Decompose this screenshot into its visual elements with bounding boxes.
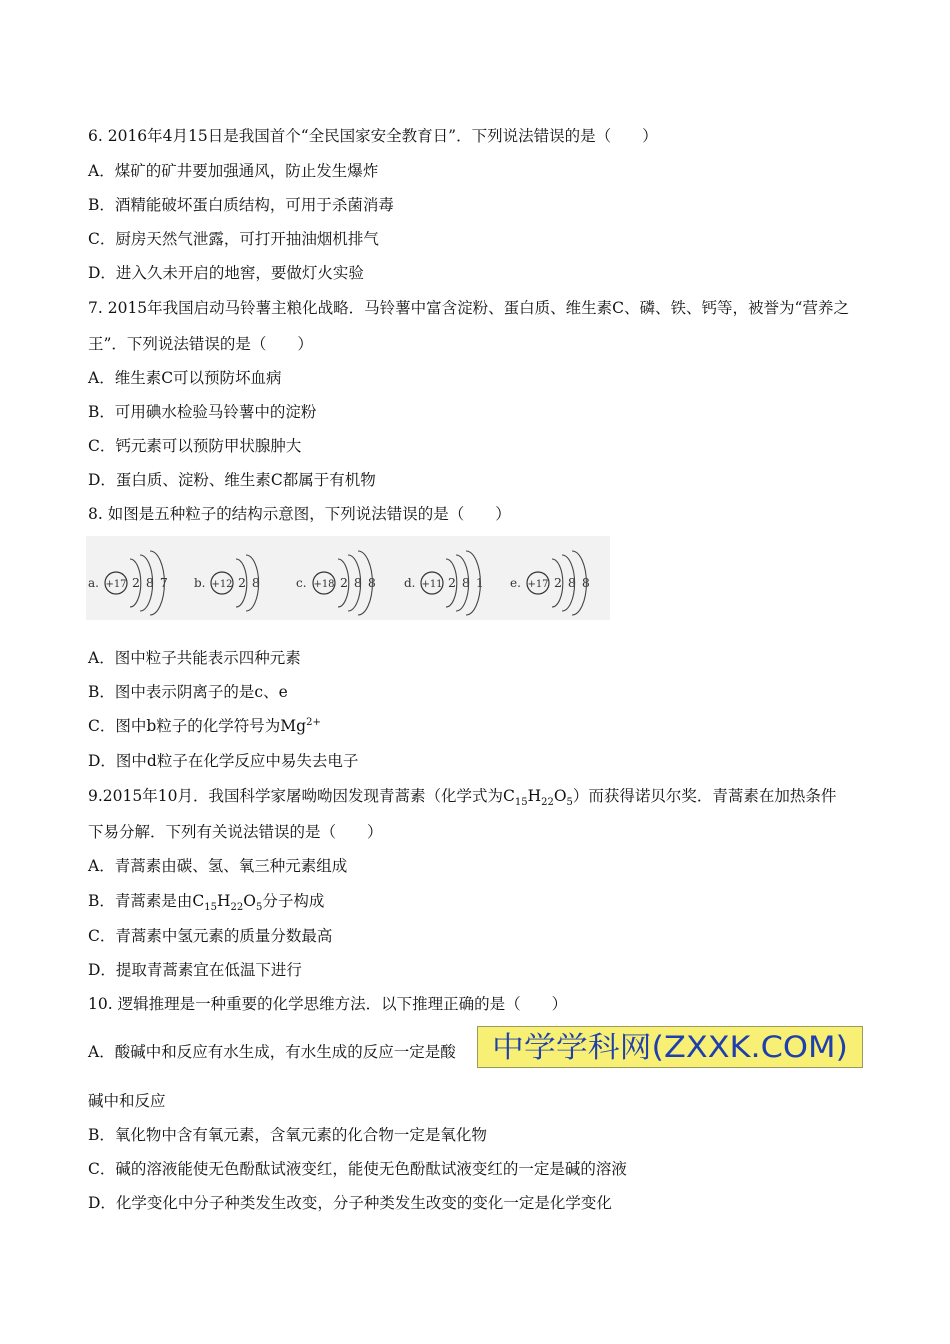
particle-diagram	[86, 536, 610, 620]
q9-sub-o: 5	[566, 797, 573, 809]
q8-option-b: B．图中表示阴离子的是c、e	[88, 683, 288, 701]
q8-option-c-charge: 2+	[306, 716, 321, 728]
q8-option-c	[88, 716, 321, 736]
watermark-text-graphic	[478, 1027, 862, 1067]
particle-2-nucleus-charge: +12	[211, 579, 233, 590]
q6-option-a: A．煤矿的矿井要加强通风，防止发生爆炸	[88, 162, 379, 180]
q9-option-c: C．青蒿素中氢元素的质量分数最高	[88, 927, 333, 945]
particle-4-nucleus-charge: +11	[421, 579, 443, 590]
q9-b-sub-c: 15	[204, 902, 217, 914]
q8-option-c-text: C．图中b粒子的化学符号为Mg	[88, 717, 307, 735]
q9-o: O	[553, 787, 567, 805]
q6-stem: 6. 2016年4月15日是我国首个“全民国家安全教育日”．下列说法错误的是（ ）	[88, 127, 658, 145]
particle-1-nucleus-charge: +17	[105, 579, 127, 590]
q10-option-b: B．氧化物中含有氧元素，含氧元素的化合物一定是氧化物	[88, 1126, 487, 1144]
particle-1-label: a.	[88, 576, 99, 590]
particle-5-shell-electrons: 2 8 8	[554, 575, 591, 590]
q9-b-o: O	[243, 892, 256, 910]
q9-sub-h: 22	[541, 797, 554, 809]
q9-option-d: D．提取青蒿素宜在低温下进行	[88, 961, 302, 979]
q8-option-d: D．图中d粒子在化学反应中易失去电子	[88, 752, 359, 770]
q7-stem-line1: 7. 2015年我国启动马铃薯主粮化战略．马铃薯中富含淀粉、蛋白质、维生素C、磷、铁、钙等，被誉为“营养之	[88, 299, 849, 317]
particle-1-shell-electrons: 2 8 7	[132, 575, 169, 590]
particle-structure-figure	[86, 536, 610, 620]
particle-3-shell-electrons: 2 8 8	[340, 575, 377, 590]
svg-text:中学学科网(ZXXK.COM): 中学学科网(ZXXK.COM)	[492, 1030, 848, 1064]
q10-option-c: C．碱的溶液能使无色酚酞试液变红，能使无色酚酞试液变红的一定是碱的溶液	[88, 1160, 627, 1178]
q9-sub-c: 15	[514, 797, 528, 809]
zxxk-watermark-logo	[477, 1026, 863, 1068]
q7-option-a: A．维生素C可以预防坏血病	[88, 369, 282, 387]
q7-option-c: C．钙元素可以预防甲状腺肿大	[88, 437, 302, 455]
q7-option-b: B．可用碘水检验马铃薯中的淀粉	[88, 403, 317, 421]
q9-option-a: A．青蒿素由碳、氢、氧三种元素组成	[88, 857, 348, 875]
particle-4-label: d.	[404, 576, 416, 590]
q6-option-b: B．酒精能破坏蛋白质结构，可用于杀菌消毒	[88, 196, 394, 214]
q6-option-d: D．进入久未开启的地窖，要做灯火实验	[88, 264, 364, 282]
q6-option-c: C．厨房天然气泄露，可打开抽油烟机排气	[88, 230, 379, 248]
particle-3-nucleus-charge: +18	[313, 579, 335, 590]
q8-option-a: A．图中粒子共能表示四种元素	[88, 649, 301, 667]
q10-option-a-line2: 碱中和反应	[88, 1092, 166, 1110]
q7-option-d: D．蛋白质、淀粉、维生素C都属于有机物	[88, 471, 376, 489]
particle-4-shell-electrons: 2 8 1	[448, 575, 485, 590]
particle-2-label: b.	[194, 576, 206, 590]
q9-b-post: 分子构成	[262, 892, 325, 910]
q10-option-d: D．化学变化中分子种类发生改变，分子种类发生改变的变化一定是化学变化	[88, 1194, 612, 1212]
q9-stem-line2: 下易分解．下列有关说法错误的是（ ）	[88, 823, 383, 841]
q9-b-pre: B．青蒿素是由C	[88, 892, 205, 910]
particle-2-shell-electrons: 2 8	[238, 575, 261, 590]
q9-stem-line1	[88, 786, 837, 809]
q10-stem: 10. 逻辑推理是一种重要的化学思维方法．以下推理正确的是（ ）	[88, 995, 568, 1013]
q9-stem-pre: 9.2015年10月．我国科学家屠呦呦因发现青蒿素（化学式为C	[88, 787, 515, 805]
q9-b-sub-o: 5	[255, 902, 263, 914]
q9-stem-post: ）而获得诺贝尔奖．青蒿素在加热条件	[572, 787, 837, 805]
particle-3-label: c.	[296, 576, 307, 590]
particle-5-label: e.	[510, 576, 521, 590]
q10-option-a-line1: A．酸碱中和反应有水生成，有水生成的反应一定是酸	[88, 1043, 456, 1061]
q9-option-b	[88, 891, 325, 914]
q7-stem-line2: 王”．下列说法错误的是（ ）	[88, 335, 313, 353]
particle-5-nucleus-charge: +17	[527, 579, 549, 590]
q9-b-h: H	[217, 892, 231, 910]
q8-stem: 8. 如图是五种粒子的结构示意图，下列说法错误的是（ ）	[88, 505, 511, 523]
q9-b-sub-h: 22	[230, 902, 244, 914]
q9-h: H	[527, 787, 542, 805]
